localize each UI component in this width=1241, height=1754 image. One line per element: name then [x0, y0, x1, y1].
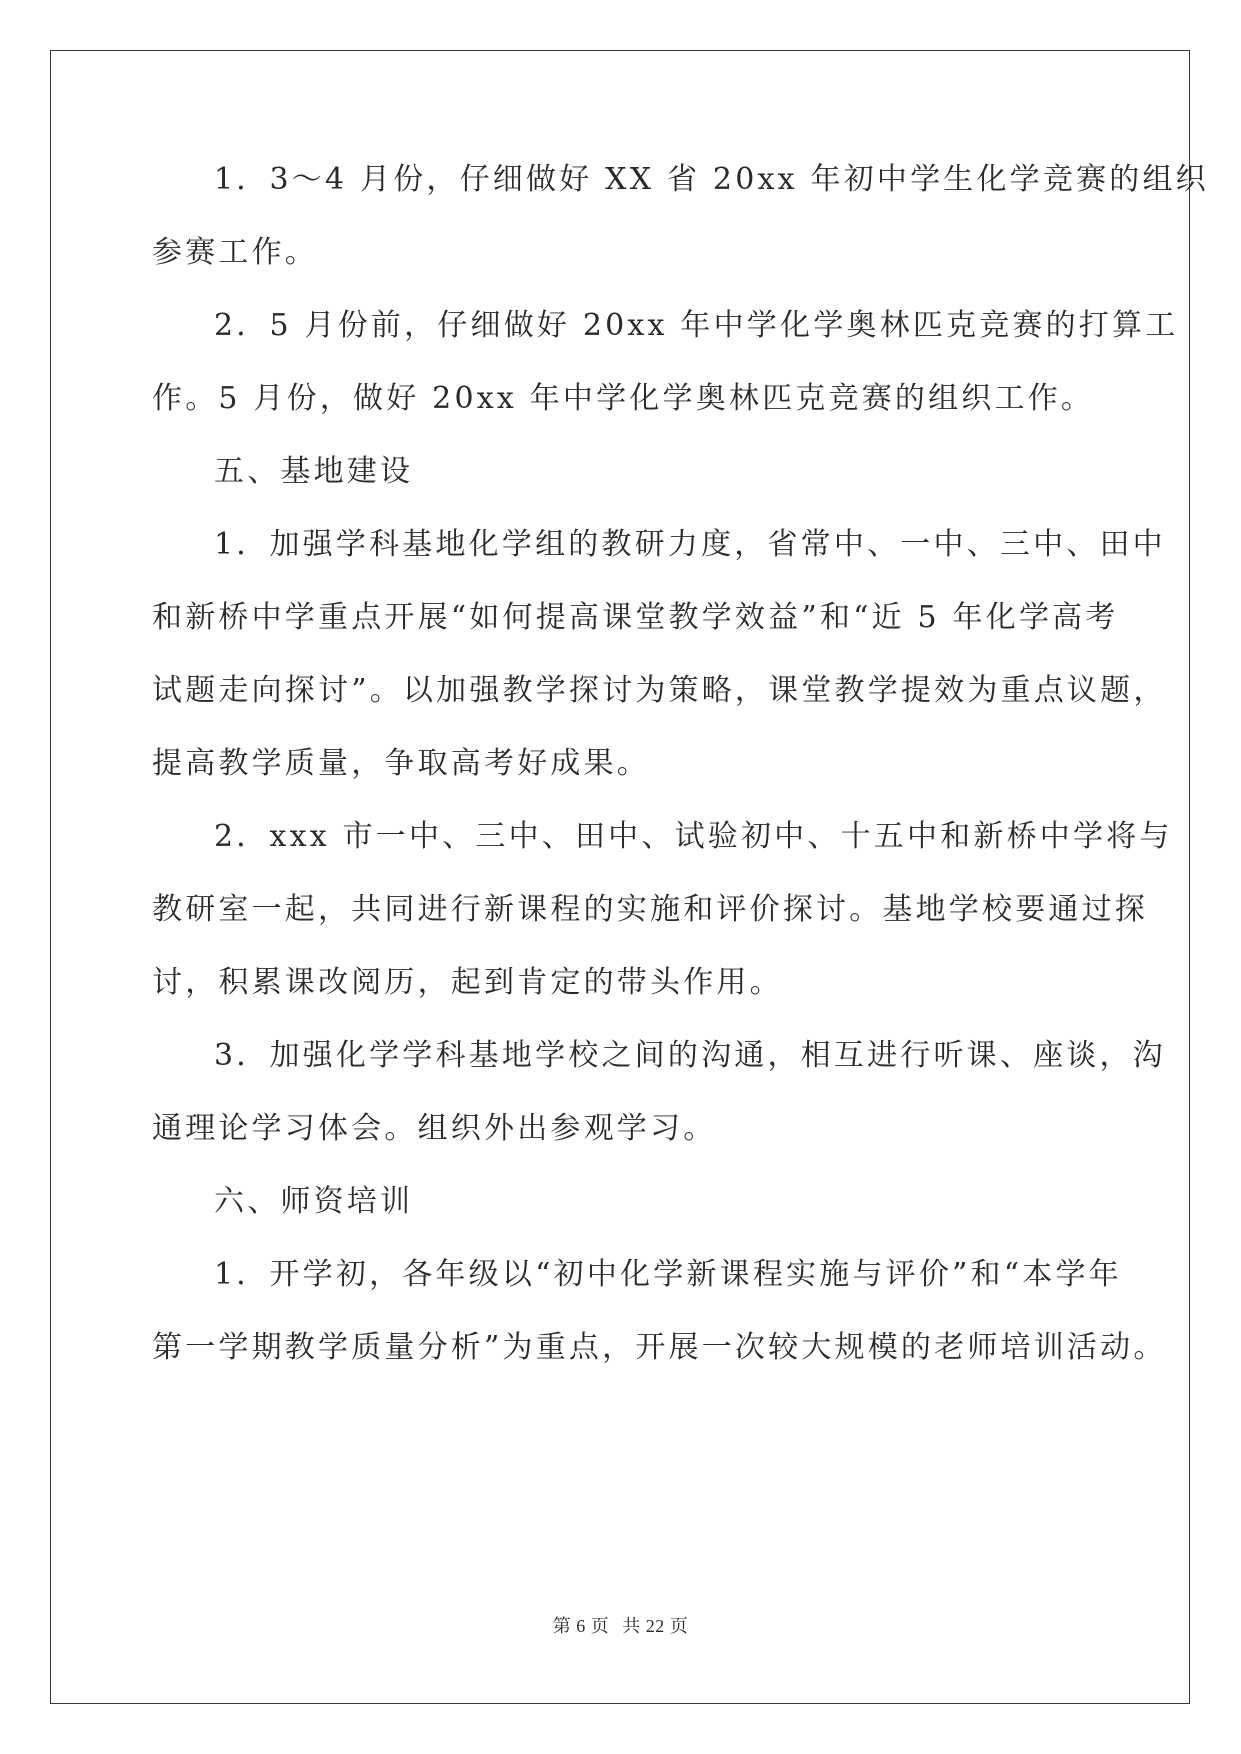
paragraph-line: 提高教学质量，争取高考好成果。 [152, 746, 650, 781]
paragraph-line: 2．5 月份前，仔细做好 20xx 年中学化学奥林匹克竞赛的打算工 [214, 308, 1179, 343]
page-number-current: 第 6 页 [552, 1616, 610, 1636]
page-footer [0, 1612, 1241, 1638]
paragraph-line: 讨，积累课改阅历，起到肯定的带头作用。 [152, 965, 783, 1000]
paragraph-line: 教研室一起，共同进行新课程的实施和评价探讨。基地学校要通过探 [152, 892, 1148, 927]
section-heading: 五、基地建设 [214, 454, 414, 489]
paragraph-line: 1．加强学科基地化学组的教研力度，省常中、一中、三中、田中 [214, 527, 1166, 562]
paragraph-line: 作。5 月份，做好 20xx 年中学化学奥林匹克竞赛的组织工作。 [152, 381, 1095, 416]
paragraph-line: 试题走向探讨”。以加强教学探讨为策略，课堂教学提效为重点议题， [152, 673, 1167, 708]
paragraph-line: 和新桥中学重点开展“如何提高课堂教学效益”和“近 5 年化学高考 [152, 600, 1119, 635]
paragraph-line: 3．加强化学学科基地学校之间的沟通，相互进行听课、座谈，沟 [214, 1038, 1166, 1073]
page-border [50, 50, 1190, 1704]
page-number-total: 共 22 页 [622, 1616, 689, 1636]
paragraph-line: 2．xxx 市一中、三中、田中、试验初中、十五中和新桥中学将与 [214, 819, 1173, 854]
paragraph-line: 通理论学习体会。组织外出参观学习。 [152, 1111, 717, 1146]
paragraph-line: 1．开学初，各年级以“初中化学新课程实施与评价”和“本学年 [214, 1257, 1122, 1292]
section-heading: 六、师资培训 [214, 1184, 414, 1219]
paragraph-line: 参赛工作。 [152, 235, 318, 270]
paragraph-line: 第一学期教学质量分析”为重点，开展一次较大规模的老师培训活动。 [152, 1330, 1167, 1365]
paragraph-line: 1．3～4 月份，仔细做好 XX 省 20xx 年初中学生化学竞赛的组织 [214, 162, 1209, 197]
